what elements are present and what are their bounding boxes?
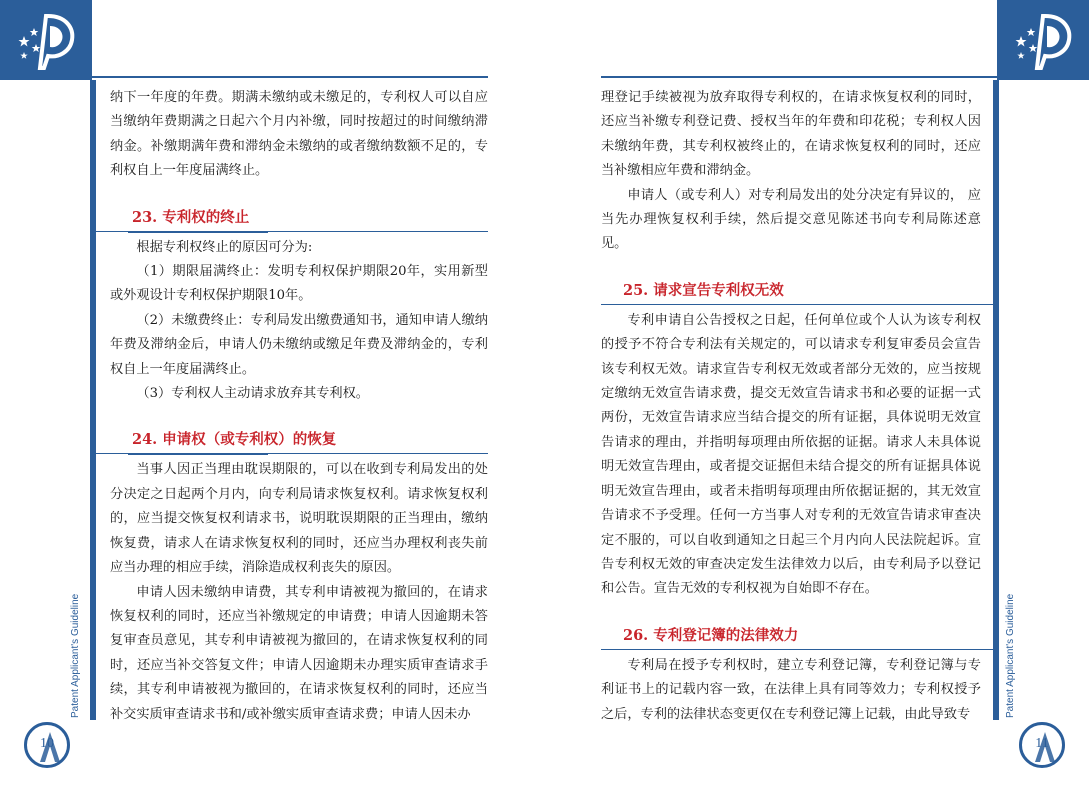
patent-office-logo-icon (14, 10, 78, 70)
left-content (110, 86, 488, 727)
spine-label (1003, 580, 1021, 720)
paragraph: 理登记手续被视为放弃取得专利权的，在请求恢复权利的同时，还应当补缴专利登记费、授权当年的年费和印花税；专利权人因未缴纳年费，其专利权被终止的，在请求恢复权利的同时，还应当补缴相应年费和滞纳金。 (601, 90, 981, 179)
section-title: 25. 请求宣告专利权无效 (623, 281, 784, 299)
right-content (601, 86, 981, 727)
section-title: 23. 专利权的终止 (132, 208, 250, 226)
heading-accent-bar (128, 231, 268, 233)
paragraph: 申请人因未缴纳申请费，其专利申请被视为撤回的，在请求恢复权利的同时，还应当补缴规定的申请费；申请人因逾期未答复审查员意见，其专利申请被视为撤回的，在请求恢复权利的同时，还应当补交答复文件；申请人因逾期未办理实质审查请求手续，其专利申请被视为撤回的，在请求恢复权利的同时，还应当补交实质审查请求书和/或补缴实质审查请求费；申请人因未办 (110, 584, 488, 722)
spine-text: Patent Applicant's Guideline (70, 593, 81, 718)
page-number: 10 (40, 736, 54, 751)
page-number-badge (1019, 722, 1065, 768)
section-heading (601, 622, 981, 648)
paragraph: 申请人（或专利人）对专利局发出的处分决定有异议的， 应当先办理恢复权利手续，然后提交意见陈述书向专利局陈述意见。 (601, 187, 981, 252)
section-title: 24. 申请权（或专利权）的恢复 (132, 431, 337, 449)
heading-accent-bar (128, 453, 268, 455)
section-heading (110, 426, 488, 452)
heading-rule (601, 649, 999, 650)
section-title: 26. 专利登记簿的法律效力 (623, 626, 799, 644)
logo-badge (997, 0, 1089, 80)
top-rule (601, 76, 999, 78)
paragraph: 专利局在授予专利权时，建立专利登记簿，专利登记簿与专利证书上的记载内容一致，在法律上具有同等效力；专利权授予之后，专利的法律状态变更仅在专利登记簿上记载，由此导致专 (601, 657, 981, 722)
paragraph: 纳下一年度的年费。期满未缴纳或未缴足的，专利权人可以自应当缴纳年费期满之日起六个月内补缴，同时按超过的时间缴纳滞纳金。补缴期满年费和滞纳金未缴纳的或者缴纳数额不足的，专利权自上一年度届满终止。 (110, 90, 488, 179)
patent-office-logo-icon (1011, 10, 1075, 70)
paragraph: 根据专利权终止的原因可分为: (136, 239, 313, 255)
page-number-badge (24, 722, 70, 768)
page-number: 11 (1035, 736, 1049, 751)
paragraph: （2）未缴费终止：专利局发出缴费通知书，通知申请人缴纳年费及滞纳金后，申请人仍未缴纳或缴足年费及滞纳金的，专利权自上一年度届满终止。 (110, 312, 488, 377)
side-bar (993, 80, 999, 720)
section-heading (601, 277, 981, 303)
left-page (0, 0, 544, 803)
logo-badge (0, 0, 92, 80)
section-heading (110, 204, 488, 230)
paragraph: 专利申请自公告授权之日起，任何单位或个人认为该专利权的授予不符合专利法有关规定的，可以请求专利复审委员会宣告该专利权无效。请求宣告专利权无效或者部分无效的，应当按规定缴纳无效宣告请求费，提交无效宣告请求书和必要的证据一式两份，无效宣告请求应当结合提交的所有证据，具体说明无效宣告请求的理由，并指明每项理由所依据的证据。请求人未具体说明无效宣告理由，或者提交证据但未结合提交的所有证据具体说明无效宣告理由，或者未指明每项理由所依据证据的，其无效宣告请求不予受理。任何一方当事人对专利的无效宣告请求审查决定不服的，可以自收到通知之日起三个月内向人民法院起诉。宣告专利权无效的审查决定发生法律效力以后，由专利局予以登记和公告。宣告无效的专利权视为自始即不存在。 (601, 312, 981, 597)
top-rule (92, 76, 488, 78)
right-page (545, 0, 1089, 803)
heading-rule (601, 304, 999, 305)
paragraph: （3）专利权人主动请求放弃其专利权。 (136, 386, 369, 402)
spine-text: Patent Applicant's Guideline (1005, 593, 1016, 718)
side-bar (90, 80, 96, 720)
paragraph: （1）期限届满终止：发明专利权保护期限20年，实用新型或外观设计专利权保护期限10年。 (110, 264, 488, 304)
paragraph: 当事人因正当理由耽误期限的，可以在收到专利局发出的处分决定之日起两个月内，向专利局请求恢复权利。请求恢复权利的，应当提交恢复权利请求书，说明耽误期限的正当理由，缴纳恢复费，请求人在请求恢复权利的同时，还应当办理权利丧失前应当办理的相应手续，消除造成权利丧失的原因。 (110, 462, 488, 576)
spine-label (68, 580, 86, 720)
